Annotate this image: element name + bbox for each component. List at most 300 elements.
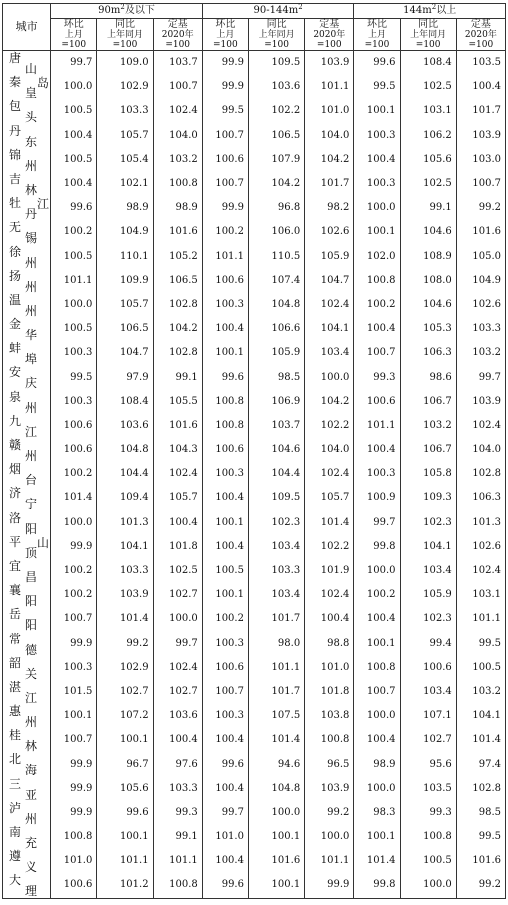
index-value-cell: 100.3 (202, 462, 248, 486)
index-value-cell: 100.4 (456, 75, 505, 99)
city-name-char: 丹 (9, 123, 22, 138)
index-value-cell: 109.4 (97, 486, 153, 510)
index-value-cell: 98.8 (305, 632, 354, 656)
index-value-cell: 101.7 (248, 680, 304, 704)
index-value-cell: 101.3 (456, 511, 505, 535)
index-value-cell: 103.9 (456, 124, 505, 148)
index-value-cell: 102.3 (400, 511, 456, 535)
index-value-cell: 106.6 (248, 317, 304, 341)
city-name-cell (3, 365, 51, 389)
index-value-cell: 102.4 (305, 583, 354, 607)
index-value-cell: 104.7 (97, 341, 153, 365)
index-value-cell: 104.2 (305, 148, 354, 172)
index-value-cell: 104.8 (248, 293, 304, 317)
index-value-cell: 101.0 (202, 825, 248, 849)
index-value-cell: 98.9 (153, 196, 202, 220)
index-value-cell: 99.4 (400, 632, 456, 656)
index-value-cell: 100.8 (400, 825, 456, 849)
table-row (3, 196, 506, 220)
index-value-cell: 97.6 (153, 752, 202, 776)
table-header (3, 4, 506, 51)
index-value-cell: 100.2 (202, 220, 248, 244)
index-value-cell: 105.5 (153, 390, 202, 414)
city-name-char: 昌 (25, 569, 38, 584)
table-row (3, 535, 506, 559)
index-value-cell: 100.0 (305, 365, 354, 389)
index-value-cell: 109.5 (248, 486, 304, 510)
table-row (3, 680, 506, 704)
index-value-cell: 102.4 (153, 462, 202, 486)
index-value-cell: 102.2 (305, 535, 354, 559)
index-value-cell: 96.8 (248, 196, 304, 220)
index-value-cell: 102.6 (305, 220, 354, 244)
table-row (3, 462, 506, 486)
index-value-cell: 98.2 (305, 196, 354, 220)
index-value-cell: 100.3 (354, 462, 400, 486)
city-name-cell (3, 245, 51, 269)
table-row (3, 752, 506, 776)
index-value-cell: 100.0 (51, 293, 97, 317)
index-value-cell: 100.7 (354, 341, 400, 365)
city-name-cell (3, 632, 51, 656)
index-value-cell: 101.6 (153, 414, 202, 438)
index-value-cell: 100.4 (51, 172, 97, 196)
index-value-cell: 100.2 (51, 462, 97, 486)
index-value-cell: 100.4 (305, 607, 354, 631)
table-row (3, 801, 506, 825)
index-value-cell: 100.5 (51, 245, 97, 269)
city-name-char: 州 (25, 303, 38, 318)
city-name-cell (3, 220, 51, 244)
index-value-cell: 100.5 (456, 656, 505, 680)
index-value-cell: 108.4 (400, 51, 456, 76)
index-value-cell: 104.7 (305, 269, 354, 293)
city-name-cell (3, 607, 51, 631)
sub-header: 同比 (248, 19, 304, 31)
sub-header: 定基 (153, 19, 202, 31)
index-value-cell: 100.1 (97, 825, 153, 849)
city-name-char: 台 (25, 473, 38, 488)
index-value-cell: 100.8 (51, 825, 97, 849)
index-value-cell: 103.1 (456, 583, 505, 607)
index-value-cell: 101.4 (248, 728, 304, 752)
index-value-cell: 101.2 (97, 873, 153, 898)
index-value-cell: 102.4 (456, 414, 505, 438)
index-value-cell: 101.6 (153, 220, 202, 244)
index-value-cell: 100.2 (354, 293, 400, 317)
index-value-cell: 101.4 (51, 486, 97, 510)
table-row (3, 486, 506, 510)
index-value-cell: 102.4 (305, 462, 354, 486)
index-value-cell: 100.2 (51, 583, 97, 607)
city-name-char: 宜 (9, 558, 22, 573)
table-row (3, 873, 506, 898)
city-name-char: 徐 (9, 244, 22, 259)
index-value-cell: 103.6 (248, 75, 304, 99)
index-value-cell: 106.0 (248, 220, 304, 244)
index-value-cell: 100.6 (51, 438, 97, 462)
index-value-cell: 105.7 (305, 486, 354, 510)
index-value-cell: 107.5 (248, 704, 304, 728)
index-value-cell: 100.1 (354, 825, 400, 849)
index-value-cell: 104.2 (153, 317, 202, 341)
city-name-char: 关 (25, 666, 38, 681)
city-column-header: 城市 (3, 4, 51, 51)
index-value-cell: 101.1 (354, 414, 400, 438)
index-value-cell: 101.1 (305, 75, 354, 99)
index-value-cell: 104.8 (97, 438, 153, 462)
index-value-cell: 106.5 (248, 124, 304, 148)
city-name-char: 埠 (25, 352, 38, 367)
city-name-char: 唐 (9, 51, 22, 65)
index-value-cell: 106.5 (153, 269, 202, 293)
index-value-cell: 104.6 (248, 438, 304, 462)
index-value-cell: 100.4 (153, 728, 202, 752)
city-name-cell (3, 438, 51, 462)
index-value-cell: 104.3 (153, 438, 202, 462)
city-name-cell (3, 317, 51, 341)
city-name-cell (3, 414, 51, 438)
index-value-cell: 99.9 (51, 632, 97, 656)
index-value-cell: 100.6 (51, 414, 97, 438)
index-value-cell: 99.7 (202, 801, 248, 825)
table-row (3, 632, 506, 656)
index-value-cell: 106.7 (400, 438, 456, 462)
index-value-cell: 100.1 (202, 511, 248, 535)
index-value-cell: 99.1 (400, 196, 456, 220)
city-name-cell (3, 269, 51, 293)
index-value-cell: 110.1 (97, 245, 153, 269)
city-name-char: 湛 (9, 679, 22, 694)
index-value-cell: 96.7 (97, 752, 153, 776)
index-value-cell: 99.9 (51, 801, 97, 825)
index-value-cell: 105.6 (97, 777, 153, 801)
city-name-cell (3, 99, 51, 123)
index-value-cell: 100.4 (354, 728, 400, 752)
city-name-char: 山 (37, 535, 50, 550)
city-name-char: 江 (25, 424, 38, 439)
base-header: 上年同月 (248, 30, 304, 40)
index-value-cell: 102.2 (305, 414, 354, 438)
index-value-cell: 99.9 (305, 873, 354, 898)
index-value-cell: 102.4 (305, 293, 354, 317)
index-value-cell: 103.8 (305, 704, 354, 728)
index-value-cell: 102.7 (153, 680, 202, 704)
city-name-char: 州 (25, 811, 38, 826)
index-value-cell: 100.3 (51, 656, 97, 680)
table-row (3, 414, 506, 438)
index-value-cell: 100.6 (354, 390, 400, 414)
index-value-cell: 106.5 (97, 317, 153, 341)
city-name-char: 襄 (9, 583, 22, 598)
index-value-cell: 95.6 (400, 752, 456, 776)
city-name-char: 桂 (9, 728, 22, 743)
index-value-cell: 100.4 (354, 438, 400, 462)
index-value-cell: 99.3 (354, 365, 400, 389)
index-value-cell: 103.6 (153, 704, 202, 728)
index-value-cell: 101.6 (456, 220, 505, 244)
index-value-cell: 100.7 (354, 680, 400, 704)
index-value-cell: 99.7 (354, 511, 400, 535)
city-name-char: 遵 (9, 849, 22, 864)
index-value-cell: 102.3 (400, 607, 456, 631)
table-body (3, 51, 506, 899)
index-value-cell: 106.7 (400, 390, 456, 414)
city-name-char: 大 (9, 873, 22, 888)
base-value-header: =100 (248, 40, 304, 51)
index-value-cell: 102.5 (153, 559, 202, 583)
city-name-char: 安 (9, 365, 22, 380)
index-value-cell: 103.2 (153, 148, 202, 172)
index-value-cell: 99.7 (51, 51, 97, 76)
sub-header: 同比 (97, 19, 153, 31)
index-value-cell: 99.1 (153, 365, 202, 389)
index-value-cell: 102.7 (153, 583, 202, 607)
city-name-char: 林 (25, 739, 38, 754)
table-row (3, 511, 506, 535)
index-value-cell: 106.3 (400, 341, 456, 365)
index-value-cell: 103.1 (400, 99, 456, 123)
city-name-char: 岛 (37, 76, 50, 91)
index-value-cell: 101.8 (305, 680, 354, 704)
index-value-cell: 108.4 (97, 390, 153, 414)
city-name-char: 无 (9, 220, 22, 235)
base-value-header: =100 (354, 40, 400, 51)
index-value-cell: 100.1 (248, 825, 304, 849)
index-value-cell: 100.4 (202, 535, 248, 559)
index-value-cell: 105.7 (153, 486, 202, 510)
index-value-cell: 100.4 (202, 317, 248, 341)
index-value-cell: 100.5 (51, 317, 97, 341)
index-value-cell: 100.5 (400, 849, 456, 873)
index-value-cell: 100.3 (202, 293, 248, 317)
index-value-cell: 100.3 (51, 341, 97, 365)
index-value-cell: 103.7 (153, 51, 202, 76)
table-row (3, 825, 506, 849)
city-name-cell (3, 777, 51, 801)
base-header: 2020年 (305, 30, 354, 40)
index-value-cell: 100.1 (248, 873, 304, 898)
index-value-cell: 99.6 (202, 873, 248, 898)
city-name-cell (3, 196, 51, 220)
index-value-cell: 101.4 (305, 511, 354, 535)
index-value-cell: 110.5 (248, 245, 304, 269)
index-value-cell: 100.6 (400, 656, 456, 680)
index-value-cell: 105.7 (97, 293, 153, 317)
table-row (3, 728, 506, 752)
base-value-header: =100 (400, 40, 456, 51)
city-name-char: 包 (9, 99, 22, 114)
index-value-cell: 100.4 (354, 148, 400, 172)
city-name-cell (3, 583, 51, 607)
index-value-cell: 98.5 (456, 801, 505, 825)
index-value-cell: 98.5 (248, 365, 304, 389)
index-value-cell: 100.4 (202, 777, 248, 801)
table-row (3, 293, 506, 317)
index-value-cell: 102.2 (248, 99, 304, 123)
index-value-cell: 105.4 (97, 148, 153, 172)
index-value-cell: 100.4 (202, 486, 248, 510)
index-value-cell: 99.7 (153, 632, 202, 656)
index-value-cell: 100.4 (51, 124, 97, 148)
index-value-cell: 101.1 (153, 849, 202, 873)
index-value-cell: 100.8 (153, 172, 202, 196)
index-value-cell: 102.9 (97, 656, 153, 680)
city-name-char: 烟 (9, 462, 22, 477)
index-value-cell: 103.0 (456, 148, 505, 172)
index-value-cell: 105.9 (305, 245, 354, 269)
table-row (3, 124, 506, 148)
index-value-cell: 100.1 (354, 632, 400, 656)
index-value-cell: 104.0 (305, 124, 354, 148)
index-value-cell: 99.5 (456, 825, 505, 849)
index-value-cell: 100.2 (51, 559, 97, 583)
index-value-cell: 102.7 (400, 728, 456, 752)
city-name-char: 吉 (9, 171, 22, 186)
table-row (3, 849, 506, 873)
index-value-cell: 100.1 (354, 220, 400, 244)
city-name-cell (3, 293, 51, 317)
city-name-cell (3, 124, 51, 148)
index-value-cell: 100.2 (354, 583, 400, 607)
index-value-cell: 101.0 (305, 99, 354, 123)
index-value-cell: 100.0 (400, 873, 456, 898)
sub-header: 同比 (400, 19, 456, 31)
table-row (3, 75, 506, 99)
index-value-cell: 99.2 (305, 801, 354, 825)
city-name-char: 常 (9, 631, 22, 646)
city-name-char: 海 (25, 763, 38, 778)
index-value-cell: 104.0 (305, 438, 354, 462)
index-value-cell: 103.6 (97, 414, 153, 438)
city-name-cell (3, 728, 51, 752)
index-value-cell: 100.7 (153, 75, 202, 99)
city-name-char: 金 (9, 317, 22, 332)
city-name-char: 江 (37, 197, 50, 212)
city-name-char: 温 (9, 292, 22, 307)
city-name-cell (3, 486, 51, 510)
index-value-cell: 102.6 (456, 293, 505, 317)
index-value-cell: 100.6 (202, 438, 248, 462)
base-value-header: =100 (456, 40, 505, 51)
index-value-cell: 103.3 (97, 99, 153, 123)
index-value-cell: 102.8 (153, 341, 202, 365)
city-name-char: 华 (25, 328, 38, 343)
index-value-cell: 101.6 (456, 849, 505, 873)
index-value-cell: 100.4 (354, 317, 400, 341)
index-value-cell: 100.8 (354, 269, 400, 293)
index-value-cell: 102.5 (400, 75, 456, 99)
city-name-char: 皇 (25, 86, 38, 101)
index-value-cell: 103.2 (456, 341, 505, 365)
city-name-char: 理 (25, 884, 38, 899)
index-value-cell: 100.7 (202, 124, 248, 148)
index-value-cell: 101.1 (51, 269, 97, 293)
index-value-cell: 104.9 (97, 220, 153, 244)
city-name-char: 蚌 (9, 341, 22, 356)
index-value-cell: 101.6 (248, 849, 304, 873)
index-value-cell: 99.6 (51, 196, 97, 220)
index-value-cell: 102.9 (97, 75, 153, 99)
index-value-cell: 103.9 (305, 777, 354, 801)
index-value-cell: 100.3 (202, 632, 248, 656)
index-value-cell: 103.4 (248, 583, 304, 607)
index-value-cell: 102.4 (153, 656, 202, 680)
city-name-char: 丹 (25, 207, 38, 222)
index-value-cell: 100.7 (51, 728, 97, 752)
index-value-cell: 100.0 (354, 777, 400, 801)
base-value-header: =100 (153, 40, 202, 51)
index-value-cell: 100.8 (153, 873, 202, 898)
index-value-cell: 101.1 (202, 245, 248, 269)
index-value-cell: 102.4 (456, 559, 505, 583)
city-name-char: 扬 (9, 268, 22, 283)
index-value-cell: 100.0 (51, 75, 97, 99)
city-name-cell (3, 704, 51, 728)
table-row (3, 220, 506, 244)
city-name-char: 泉 (9, 389, 22, 404)
city-name-char: 德 (25, 642, 38, 657)
city-name-cell (3, 825, 51, 849)
sub-header: 定基 (305, 19, 354, 31)
table-row (3, 607, 506, 631)
index-value-cell: 101.7 (305, 172, 354, 196)
index-value-cell: 108.9 (400, 245, 456, 269)
base-header: 上年同月 (97, 30, 153, 40)
index-value-cell: 100.8 (202, 414, 248, 438)
index-value-cell: 103.3 (456, 317, 505, 341)
index-value-cell: 94.6 (248, 752, 304, 776)
index-value-cell: 99.5 (51, 365, 97, 389)
table-row (3, 583, 506, 607)
index-value-cell: 100.0 (354, 559, 400, 583)
index-value-cell: 104.1 (97, 535, 153, 559)
city-name-char: 惠 (9, 704, 22, 719)
table-row (3, 559, 506, 583)
index-value-cell: 105.3 (400, 317, 456, 341)
index-value-cell: 99.9 (51, 535, 97, 559)
sub-header: 环比 (202, 19, 248, 31)
city-name-char: 充 (25, 836, 38, 850)
city-name-char: 州 (25, 279, 38, 294)
index-value-cell: 102.4 (153, 99, 202, 123)
table-row (3, 341, 506, 365)
index-value-cell: 103.2 (400, 414, 456, 438)
city-name-char: 牡 (9, 196, 22, 211)
index-value-cell: 101.1 (97, 849, 153, 873)
index-value-cell: 103.9 (456, 390, 505, 414)
index-value-cell: 101.1 (248, 656, 304, 680)
index-value-cell: 103.5 (456, 51, 505, 76)
city-name-cell (3, 75, 51, 99)
index-value-cell: 103.3 (248, 559, 304, 583)
index-value-cell: 100.3 (202, 704, 248, 728)
index-value-cell: 107.9 (248, 148, 304, 172)
index-value-cell: 102.3 (248, 511, 304, 535)
index-value-cell: 104.4 (97, 462, 153, 486)
index-value-cell: 100.0 (354, 704, 400, 728)
city-name-cell (3, 873, 51, 898)
index-value-cell: 100.1 (354, 99, 400, 123)
city-name-char: 义 (25, 860, 38, 875)
index-value-cell: 102.5 (400, 172, 456, 196)
city-name-cell (3, 172, 51, 196)
index-value-cell: 100.4 (354, 607, 400, 631)
index-value-cell: 108.0 (400, 269, 456, 293)
index-value-cell: 99.6 (202, 752, 248, 776)
city-name-char: 洛 (9, 510, 22, 525)
index-value-cell: 100.4 (202, 728, 248, 752)
